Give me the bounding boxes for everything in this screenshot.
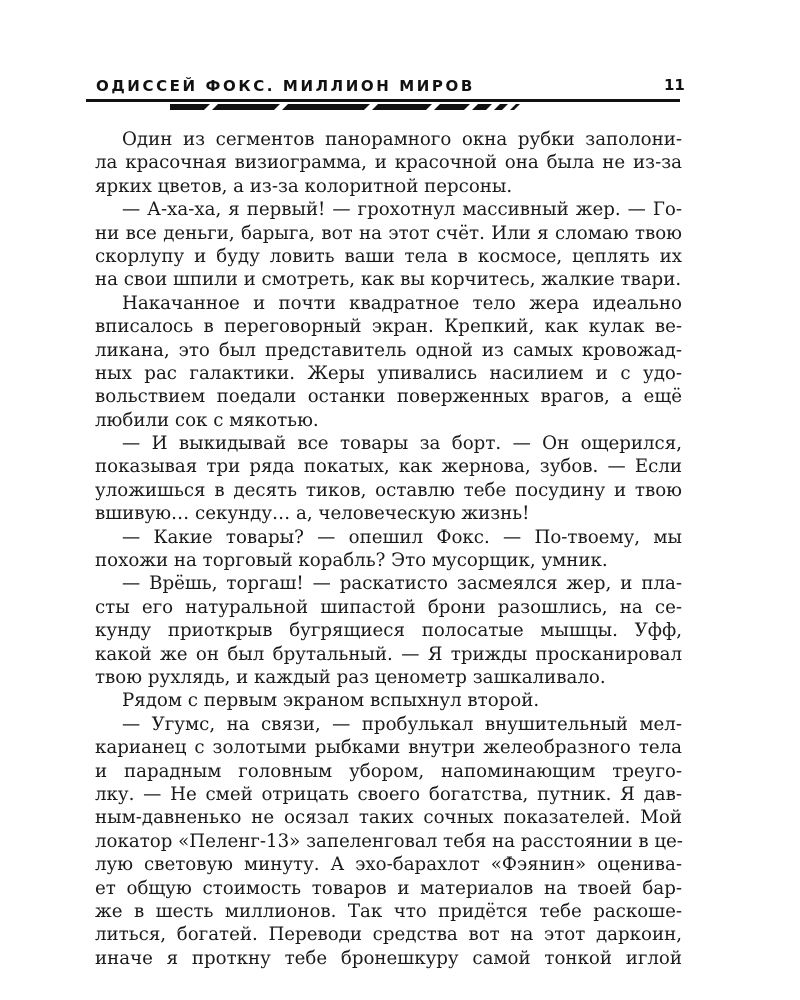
text-line: кунду приоткрыв бугрящиеся полосатые мышцы. Уфф,: [95, 620, 682, 642]
body-text: [95, 128, 683, 970]
ornament-segment: [434, 104, 470, 110]
text-line: — Угумс, на связи, — пробулькал внушительный мел-: [122, 713, 682, 735]
page-number: 11: [664, 76, 685, 94]
text-line: Накачанное и почти квадратное тело жера идеально: [122, 292, 682, 314]
text-line: твою рухлядь, и каждый раз ценометр зашкаливало.: [95, 666, 606, 688]
text-line: — Врёшь, торгаш! — раскатисто засмеялся жер, и пла-: [122, 573, 682, 595]
ornament-segment: [494, 104, 508, 110]
text-line: локатор «Пеленг-13» запеленговал тебя на расстоянии в це-: [95, 830, 683, 852]
text-line: вольствием поедали останки поверженных врагов, а ещё: [95, 386, 682, 408]
text-line: на свои шпили и смотреть, как вы корчитесь, жалкие твари.: [95, 269, 682, 291]
text-line: — Какие товары? — опешил Фокс. — По-твоему, мы: [122, 526, 682, 548]
ornament-segment: [212, 104, 280, 110]
text-line: сты его натуральной шипастой брони разошлись, на се-: [95, 596, 682, 618]
text-line: скорлупу и буду ловить ваши тела в космосе, цеплять их: [95, 245, 682, 267]
ornament-segment: [170, 104, 210, 110]
text-line: Один из сегментов панорамного окна рубки заполони-: [122, 129, 682, 150]
text-line: же в шесть миллионов. Так что придётся тебе раскоше-: [95, 900, 682, 922]
text-line: — А-ха-ха, я первый! — грохотнул массивный жер. — Го-: [122, 199, 682, 221]
text-line: и парадным головным убором, напоминающим треуго-: [95, 760, 682, 782]
ornament-segment: [282, 104, 370, 110]
ornament-segment: [472, 104, 492, 110]
text-line: карианец с золотыми рыбками внутри желеобразного тела: [95, 737, 682, 759]
text-line: любили сок с мякотью.: [95, 409, 319, 431]
text-line: литься, богатей. Переводи средства вот на этот даркоин,: [95, 924, 682, 946]
text-line: ным-давненько не осязал таких сочных показателей. Мой: [95, 807, 682, 829]
text-line: ла красочная визиограмма, и красочной она была не из-за: [95, 152, 682, 174]
text-line: ет общую стоимость товаров и материалов на твоей бар-: [95, 877, 682, 899]
text-line: лку. — Не смей отрицать своего богатства, путник. Я дав-: [95, 783, 682, 805]
text-line: уложишься в десять тиков, оставлю тебе посудину и твою: [95, 479, 682, 501]
text-line: ярких цветов, а из-за колоритной персоны.: [95, 175, 513, 197]
text-line: какой же он был брутальный. — Я трижды просканировал: [95, 643, 682, 665]
text-line: ни все деньги, барыга, вот на этот счёт. Или я сломаю твою: [95, 222, 682, 244]
text-line: иначе я проткну тебе бронешкуру самой тонкой иглой: [95, 947, 682, 969]
text-line: — И выкидывай все товары за борт. — Он ощерился,: [122, 433, 682, 455]
text-line: ных рас галактики. Жеры упивались насилием и с удо-: [95, 362, 682, 384]
text-line: вшивую… секунду… а, человеческую жизнь!: [95, 503, 530, 525]
text-line: похожи на торговый корабль? Это мусорщик, умник.: [95, 550, 608, 572]
running-header-title: ОДИССЕЙ ФОКС. МИЛЛИОН МИРОВ: [96, 77, 475, 95]
ornament-segment: [510, 104, 520, 110]
text-line: Рядом с первым экраном вспыхнул второй.: [122, 690, 540, 712]
text-line: ликана, это был представитель одной из самых кровожад-: [95, 339, 682, 361]
text-line: показывая три ряда покатых, как жернова, зубов. — Если: [95, 456, 682, 478]
ornament-segment: [372, 104, 432, 110]
text-line: лую световую минуту. А эхо-барахлот «Фэянин» оценива-: [95, 854, 682, 876]
text-line: вписалось в переговорный экран. Крепкий, как кулак ве-: [95, 316, 682, 338]
header-ornament: [170, 100, 530, 114]
